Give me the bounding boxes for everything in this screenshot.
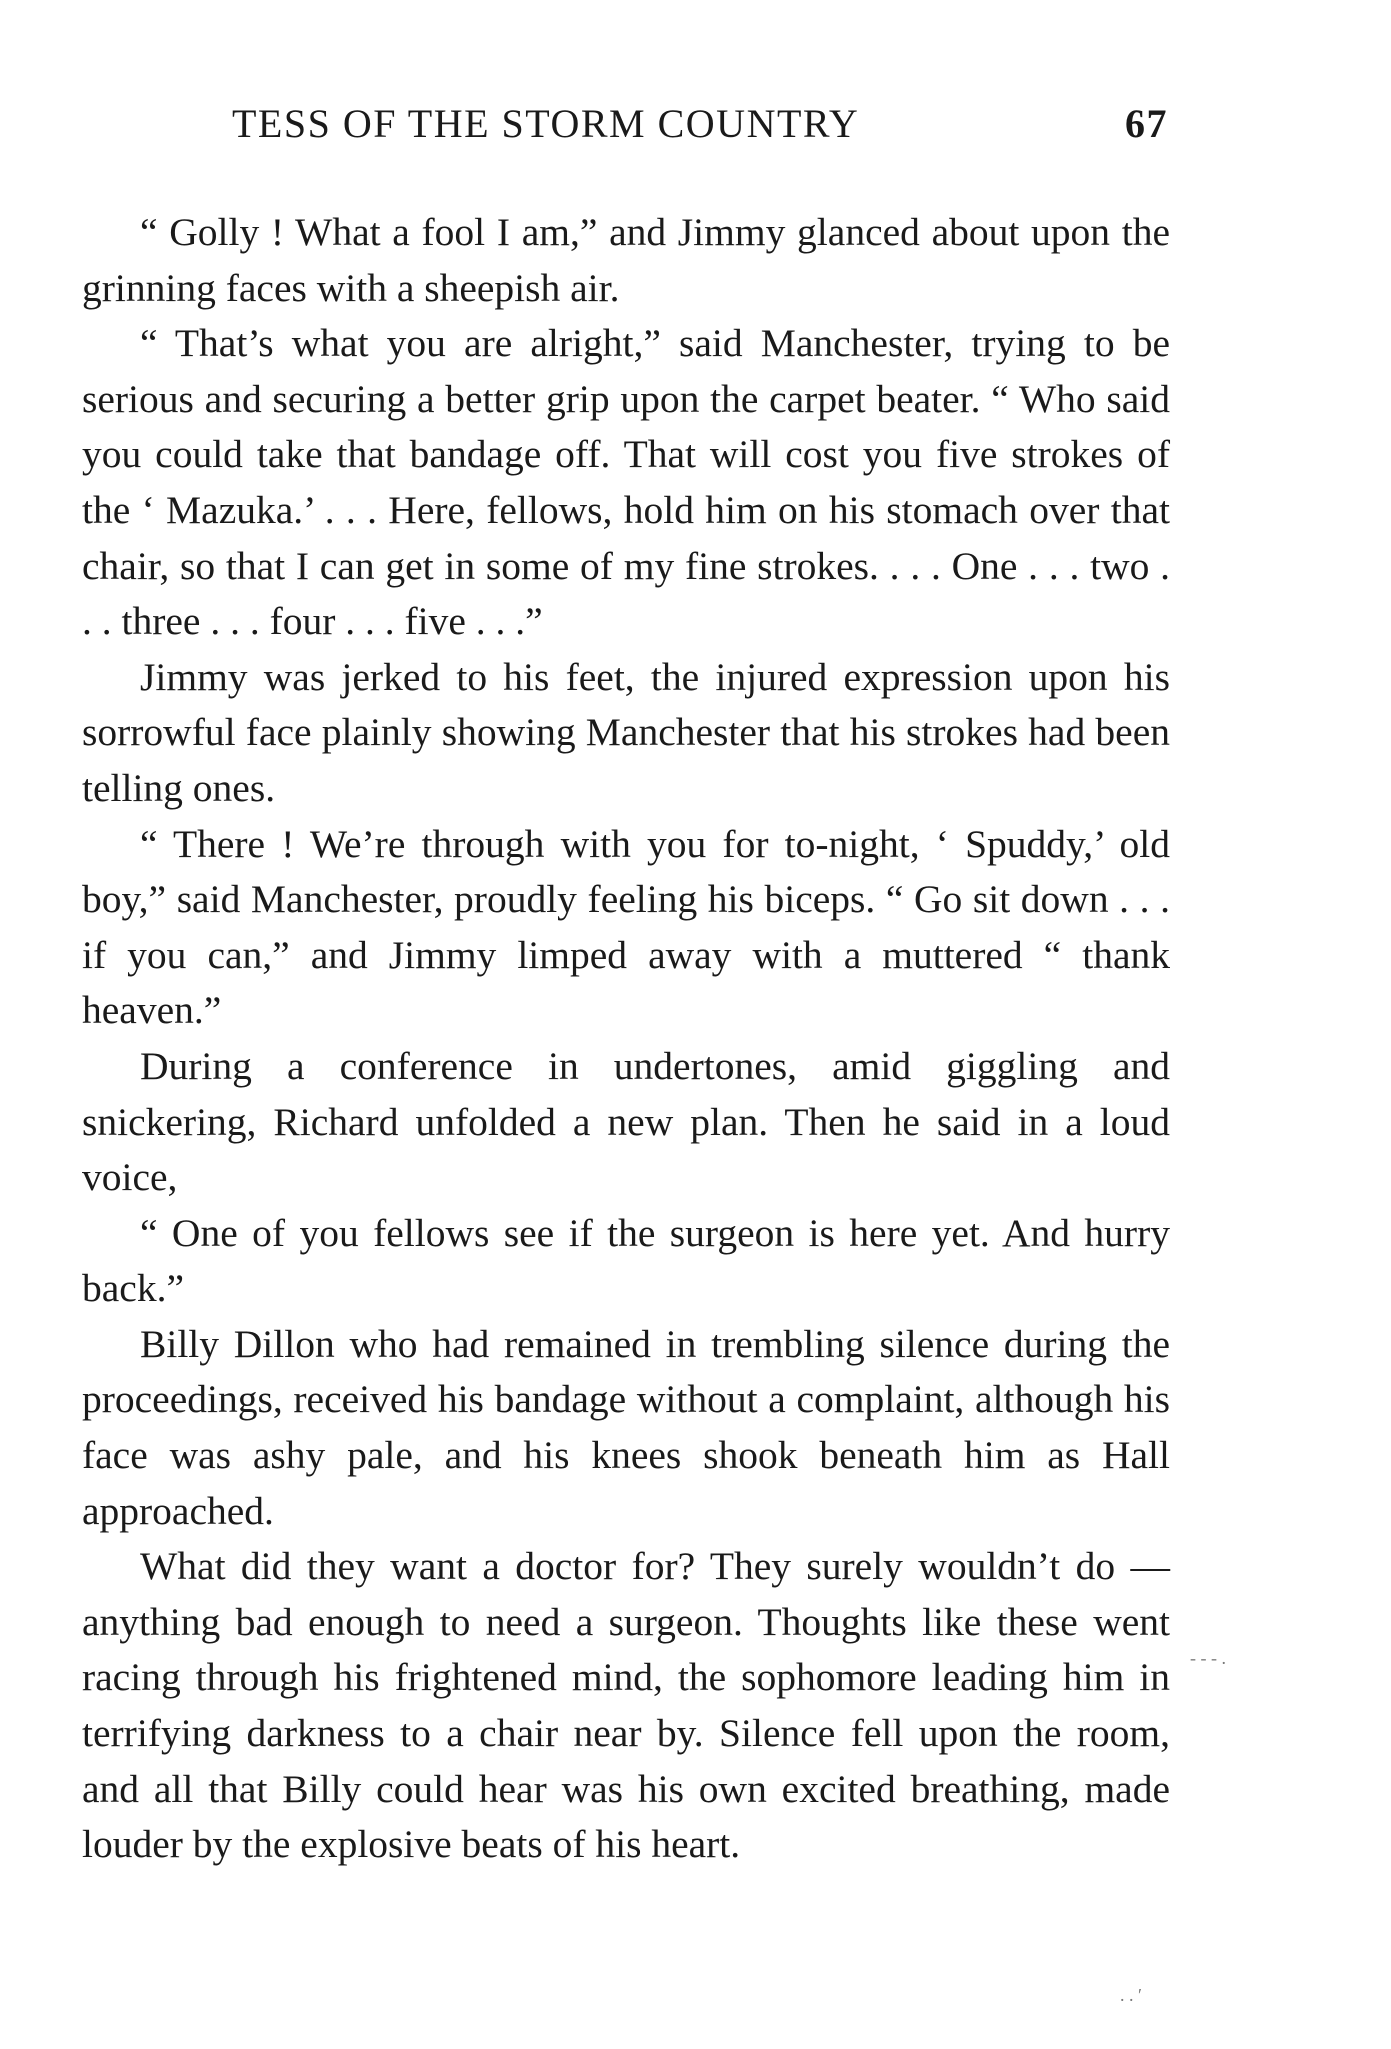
paragraph: Jimmy was jerked to his feet, the injured expression upon his sorrowful face plainly showing Manchester that his strokes had been telling ones. (82, 654, 1170, 810)
body-text (82, 205, 1170, 1873)
paragraph: “ There ! We’re through with you for to-night, ‘ Spuddy,’ old boy,” said Manchester, proudly feeling his biceps. “ Go sit down . . . if you can,” and Jimmy limped away with a muttered “ thank heaven.” (82, 821, 1170, 1033)
paragraph: Billy Dillon who had remained in trembling silence during the proceedings, received his bandage without a complaint, although his face was ashy pale, and his knees shook beneath him as Hall approached. (82, 1321, 1170, 1533)
paragraph: “ Golly ! What a fool I am,” and Jimmy glanced about upon the grinning faces with a sheepish air. (82, 210, 1170, 310)
paragraph: “ One of you fellows see if the surgeon is here yet. And hurry back.” (82, 1210, 1170, 1311)
page-number: 67 (1125, 101, 1168, 146)
margin-smudge-icon: . . ′ (1120, 1985, 1142, 2005)
running-head (232, 100, 1168, 152)
paragraph: “ That’s what you are alright,” said Manchester, trying to be serious and securing a better grip upon the carpet beater. “ Who said you could take that bandage off. That will cost you five strokes of the ‘ Mazuka.’ . . . Here, fellows, hold him on his stomach over that chair, so that I can get in some of my fine strokes. . . . One . . . two . . . three . . . four . . . five . . .” (82, 321, 1170, 644)
running-title: TESS OF THE STORM COUNTRY (232, 101, 860, 146)
paragraph: What did they want a doctor for? They surely wouldn’t do — anything bad enough to need a surgeon. Thoughts like these went racing through his frightened mind, the sophomore leading him in terrifying darkness to a chair near by. Silence fell upon the room, and all that Billy could hear was his own excited breathing, made louder by the explosive beats of his heart. (82, 1544, 1170, 1867)
paragraph: During a conference in undertones, amid giggling and snickering, Richard unfolded a new plan. Then he said in a loud voice, (82, 1043, 1170, 1200)
margin-smudge-icon: - - - . (1190, 1648, 1226, 1668)
